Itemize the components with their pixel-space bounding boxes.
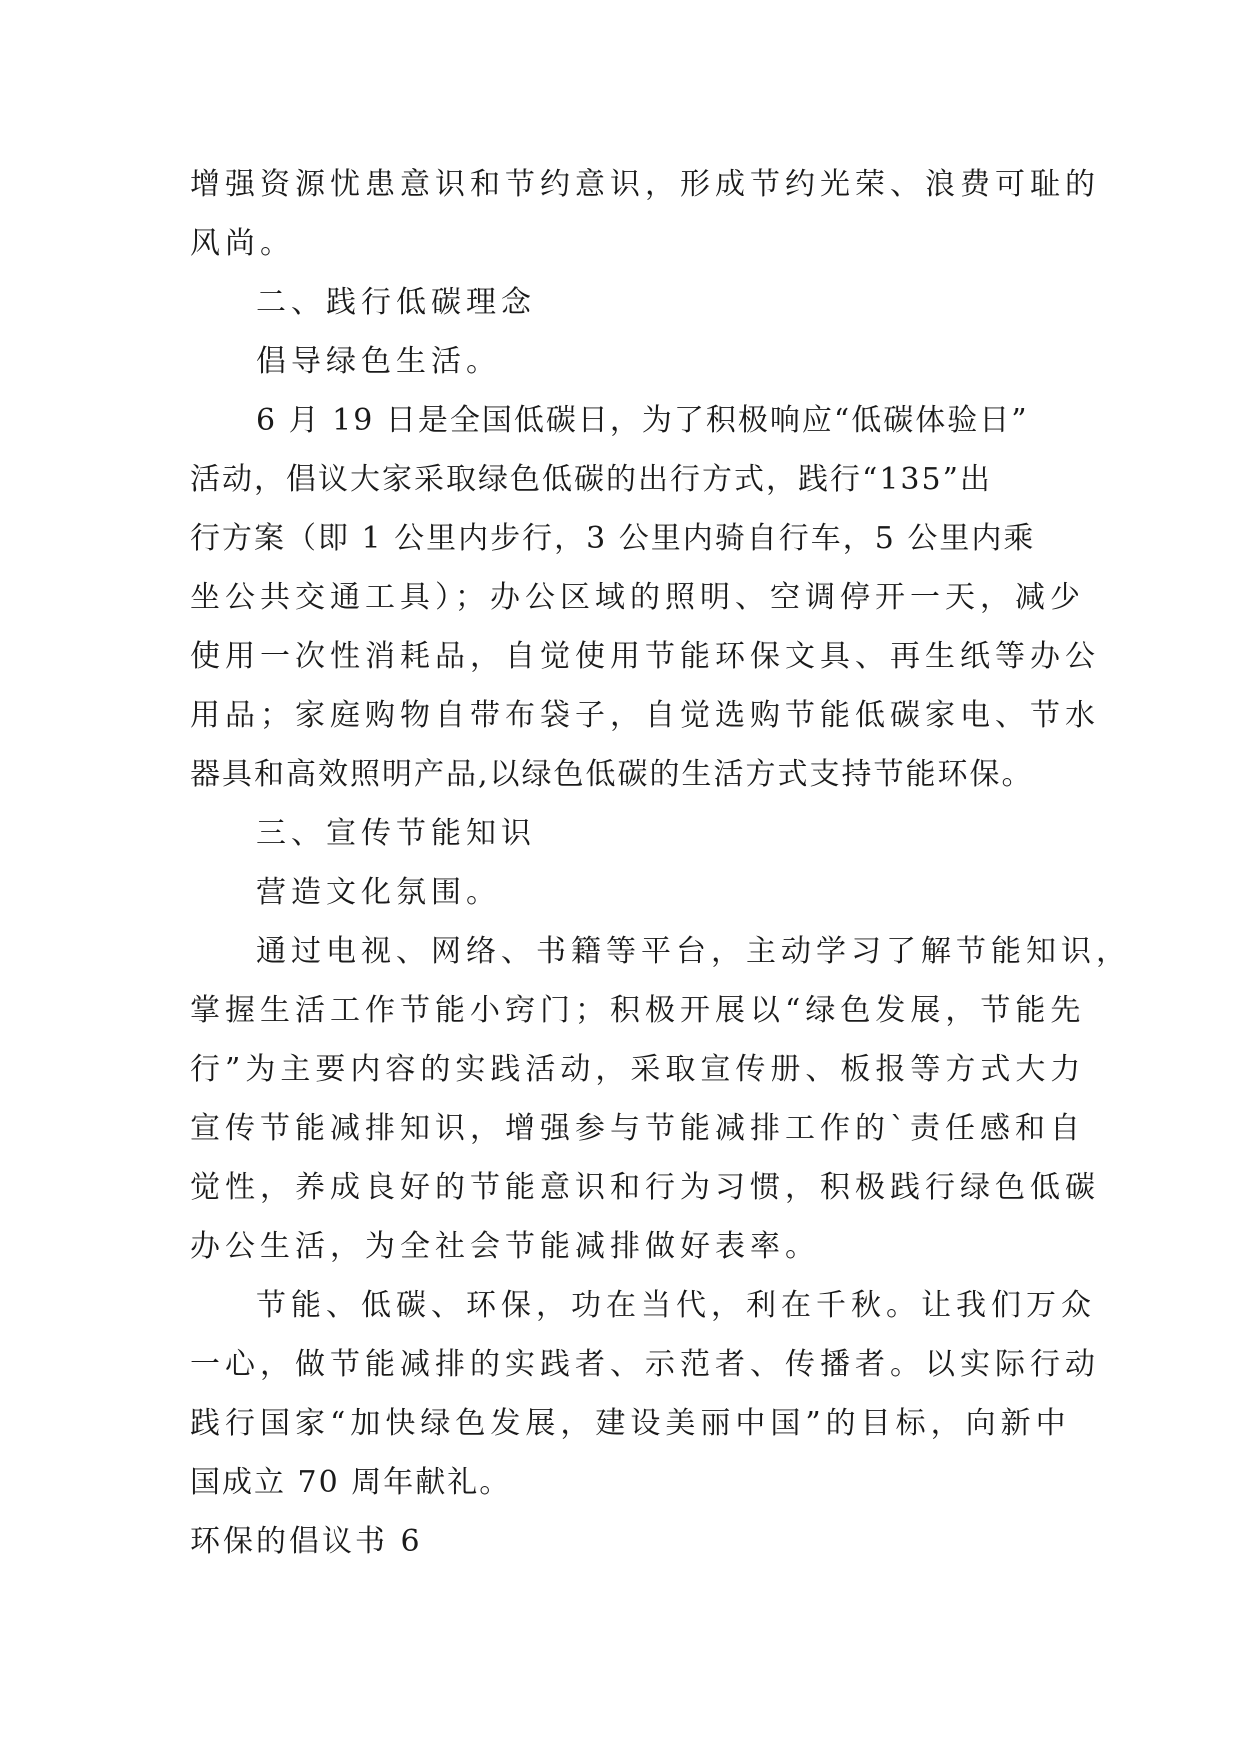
document-page [190, 155, 1131, 1571]
text-line: 宣传节能减排知识，增强参与节能减排工作的`责任感和自 [190, 1111, 1085, 1146]
text-line: 国成立 70 周年献礼。 [190, 1465, 512, 1500]
text-line: 风尚。 [190, 226, 295, 261]
text-line: 节能、低碳、环保，功在当代，利在千秋。让我们万众 [256, 1288, 1096, 1323]
section-heading: 二、践行低碳理念 [256, 285, 536, 320]
text-line: 使用一次性消耗品，自觉使用节能环保文具、再生纸等办公 [190, 639, 1100, 674]
text-line: 倡导绿色生活。 [256, 344, 501, 379]
text-line: 行”为主要内容的实践活动，采取宣传册、板报等方式大力 [190, 1052, 1086, 1087]
text-line: 掌握生活工作节能小窍门；积极开展以“绿色发展，节能先 [190, 993, 1086, 1028]
text-line: 行方案（即 1 公里内步行，3 公里内骑自行车，5 公里内乘 [190, 521, 1036, 556]
text-line: 觉性，养成良好的节能意识和行为习惯，积极践行绿色低碳 [190, 1170, 1100, 1205]
text-line: 活动，倡议大家采取绿色低碳的出行方式，践行“135”出 [190, 462, 992, 497]
text-line: 坐公共交通工具）；办公区域的照明、空调停开一天，减少 [190, 580, 1085, 615]
text-line: 用品；家庭购物自带布袋子，自觉选购节能低碳家电、节水 [190, 698, 1100, 733]
text-line: 办公生活，为全社会节能减排做好表率。 [190, 1229, 820, 1264]
text-line: 营造文化氛围。 [256, 875, 501, 910]
section-heading: 三、宣传节能知识 [256, 816, 536, 851]
text-line: 践行国家“加快绿色发展，建设美丽中国”的目标，向新中 [190, 1406, 1071, 1441]
section-title: 环保的倡议书 6 [190, 1524, 423, 1559]
text-line: 6 月 19 日是全国低碳日，为了积极响应“低碳体验日” [256, 403, 1029, 438]
text-line: 增强资源忧患意识和节约意识，形成节约光荣、浪费可耻的 [190, 167, 1100, 202]
text-line: 器具和高效照明产品,以绿色低碳的生活方式支持节能环保。 [190, 757, 1034, 792]
text-line: 通过电视、网络、书籍等平台，主动学习了解节能知识， [256, 934, 1131, 969]
text-line: 一心，做节能减排的实践者、示范者、传播者。以实际行动 [190, 1347, 1100, 1382]
